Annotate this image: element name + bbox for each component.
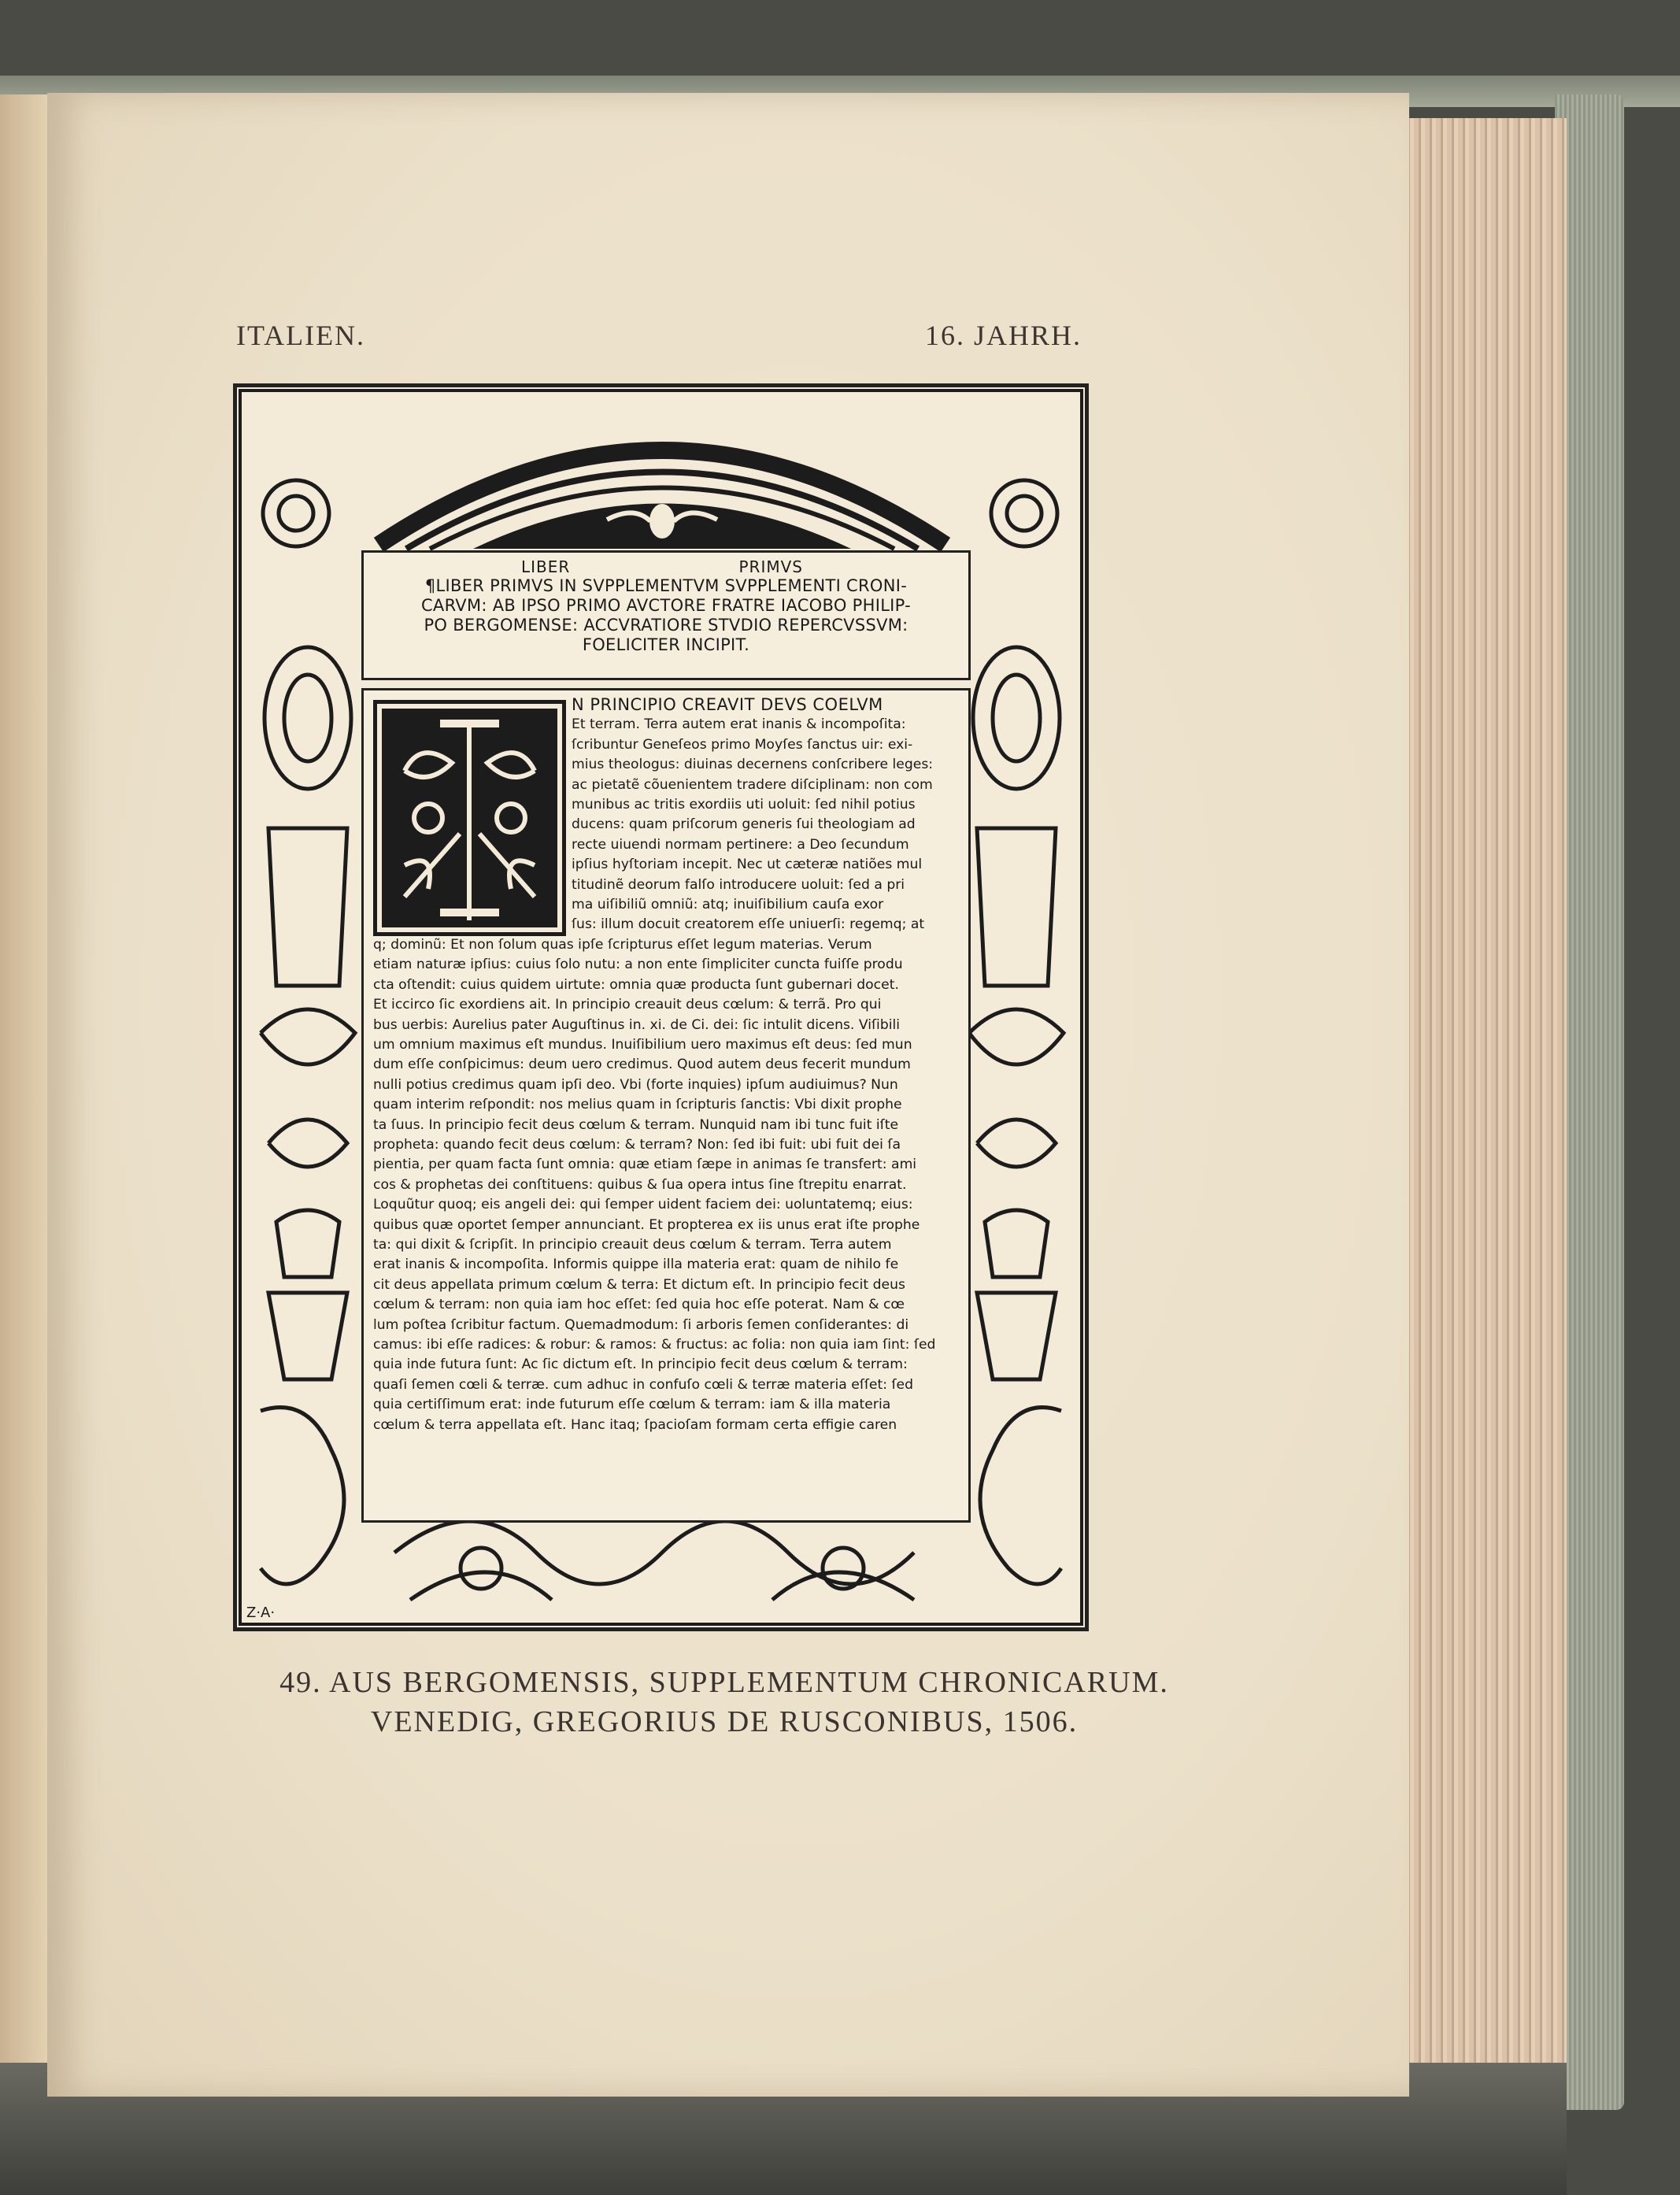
title-line: ¶LIBER PRIMVS IN SVPPLEMENTVM SVPPLEMENTI CRONI- — [424, 576, 908, 595]
text-line: titudinẽ deorum falſo introducere uoluit: ſed a pri — [572, 876, 905, 893]
text-body — [373, 695, 964, 1435]
text-line: propheta: quando fecit deus cœlum: & terram? Non: ſed ibi fuit: ubi fuit dei ſa — [373, 1136, 901, 1153]
text-line: quam interim reſpondit: nos melius quam in ſcripturis ſanctis: Vbi dixit prophe — [373, 1097, 902, 1113]
title-line: FOELICITER INCIPIT. — [582, 635, 750, 654]
text-block — [361, 688, 971, 1523]
text-line: camus: ibi eſſe radices: & robur: & ramos: & fructus: ac folia: non quia iam ſint: ſed — [373, 1337, 936, 1353]
text-line: cit deus appellata primum cœlum & terra: Et dictum eſt. In principio fecit deus — [373, 1276, 905, 1293]
text-line: quaſi ſemen cœli & terræ. cum adhuc in confuſo cœli & terræ materia eſſet: ſed — [373, 1376, 914, 1393]
text-line: um omnium maximus eſt mundus. Inuiſibilium uero maximus eſt deus: ſed mun — [373, 1036, 912, 1053]
text-line: quia certiſſimum erat: inde futurum eſſe cœlum & terram: iam & illa materia — [373, 1397, 891, 1413]
text-line: nulli potius credimus quam ipſi deo. Vbi (forte inquies) ipſum audiuimus? Nun — [373, 1076, 898, 1093]
woodcut-plate — [233, 383, 1089, 1631]
liber-left: LIBER — [521, 557, 571, 576]
text-line: quibus quæ oportet ſemper annunciant. Et propterea ex iis unus erat iſte prophe — [373, 1216, 920, 1233]
text-line: Et terram. Terra autem erat inanis & incompoſita: — [572, 716, 906, 733]
title-line: PO BERGOMENSE: ACCVRATIORE STVDIO REPERCVSSVM: — [424, 616, 908, 635]
text-line: Loquũtur quoq; eis angeli dei: qui ſemper uident faciem dei: uoluntatemq; eius: — [373, 1197, 913, 1213]
text-line: ta ſuus. In principio fecit deus cœlum & terram. Nunquid nam ibi tunc fuit iſte — [373, 1116, 899, 1133]
text-line: recte uiuendi normam pertinere: a Deo ſecundum — [572, 836, 909, 853]
running-head-right: 16. JAHRH. — [925, 320, 1082, 351]
text-line: ſcribuntur Geneſeos primo Moyſes ſanctus uir: exi- — [572, 736, 913, 753]
text-line: ducens: quam priſcorum generis ſui theologiam ad — [572, 816, 916, 833]
text-line: ac pietatẽ cõuenientem tradere diſciplinam: non com — [572, 776, 933, 793]
text-line: dum eſſe conſpicimus: deum uero credimus. Quod autem deus fecerit mundum — [373, 1057, 911, 1073]
text-line: quia inde futura ſunt: Ac ſic dictum eſt. In principio fecit deus cœlum & terram: — [373, 1357, 908, 1373]
text-line: pientia, per quam facta ſunt omnia: quæ etiam ſæpe in animas ſe transfert: ami — [373, 1157, 917, 1173]
text-line: ma uiſibiliũ omniũ: atq; inuiſibilium cauſa exor — [572, 897, 884, 913]
liber-heading — [364, 557, 968, 576]
text-line: ta: qui dixit & ſcripſit. In principio creauit deus cœlum & terram. Terra autem — [373, 1236, 892, 1253]
running-head-left: ITALIEN. — [236, 320, 366, 351]
text-line: N PRINCIPIO CREAVIT DEVS COELVM — [572, 695, 883, 714]
text-line: ipſius hyſtoriam incepit. Nec ut cæteræ natiões mul — [572, 857, 923, 873]
caption-line-1: 49. AUS BERGOMENSIS, SUPPLEMENTUM CHRONICARUM. — [279, 1666, 1169, 1699]
text-line: ſus: illum docuit creatorem eſſe uniuerſi: regemq; at — [572, 916, 925, 933]
text-line: q; dominũ: Et non ſolum quas ipſe ſcripturus eſſet legum materias. Verum — [373, 936, 872, 953]
text-line: cta oſtendit: cuius quidem uirtute: omnia quæ producta ſunt gubernari docet. — [373, 976, 899, 993]
text-line: cœlum & terram: non quia iam hoc eſſet: ſed quia hoc eſſe poterat. Nam & cœ — [373, 1297, 905, 1313]
caption-line-2: VENEDIG, GREGORIUS DE RUSCONIBUS, 1506. — [370, 1705, 1079, 1738]
text-line: mius theologus: diuinas decernens conſcribere leges: — [572, 757, 934, 773]
text-line: Et iccirco ſic exordiens ait. In principio creauit deus cœlum: & terrã. Pro qui — [373, 997, 882, 1013]
text-line: munibus ac tritis exordiis uti uoluit: ſed nihil potius — [572, 797, 916, 813]
text-line: cœlum & terra appellata eſt. Hanc itaq; ſpacioſam formam certa effigie caren — [373, 1416, 897, 1433]
title-line: CARVM: AB IPSO PRIMO AVCTORE FRATRE IACOBO PHILIP- — [420, 596, 912, 615]
artist-mark: Z·A· — [246, 1605, 276, 1621]
text-line: bus uerbis: Aurelius pater Auguſtinus in. xi. de Ci. dei: ſic intulit dicens. Viſibili — [373, 1016, 901, 1033]
title-box — [361, 550, 971, 680]
text-line: erat inanis & incompoſita. Informis quippe illa materia erat: quam de nihilo fe — [373, 1257, 899, 1273]
liber-right: PRIMVS — [738, 557, 803, 576]
text-line: etiam naturæ ipſius: cuius ſolo nutu: a non ente ſimpliciter cuncta fuiſſe produ — [373, 957, 903, 973]
text-line: cos & prophetas dei conſtituens: quibus & ſua opera intus ſine ſtrepitu enarrat. — [373, 1176, 907, 1193]
text-line: lum poſtea ſcribitur factum. Quemadmodum: ſi arboris ſemen conſiderantes: di — [373, 1316, 909, 1333]
